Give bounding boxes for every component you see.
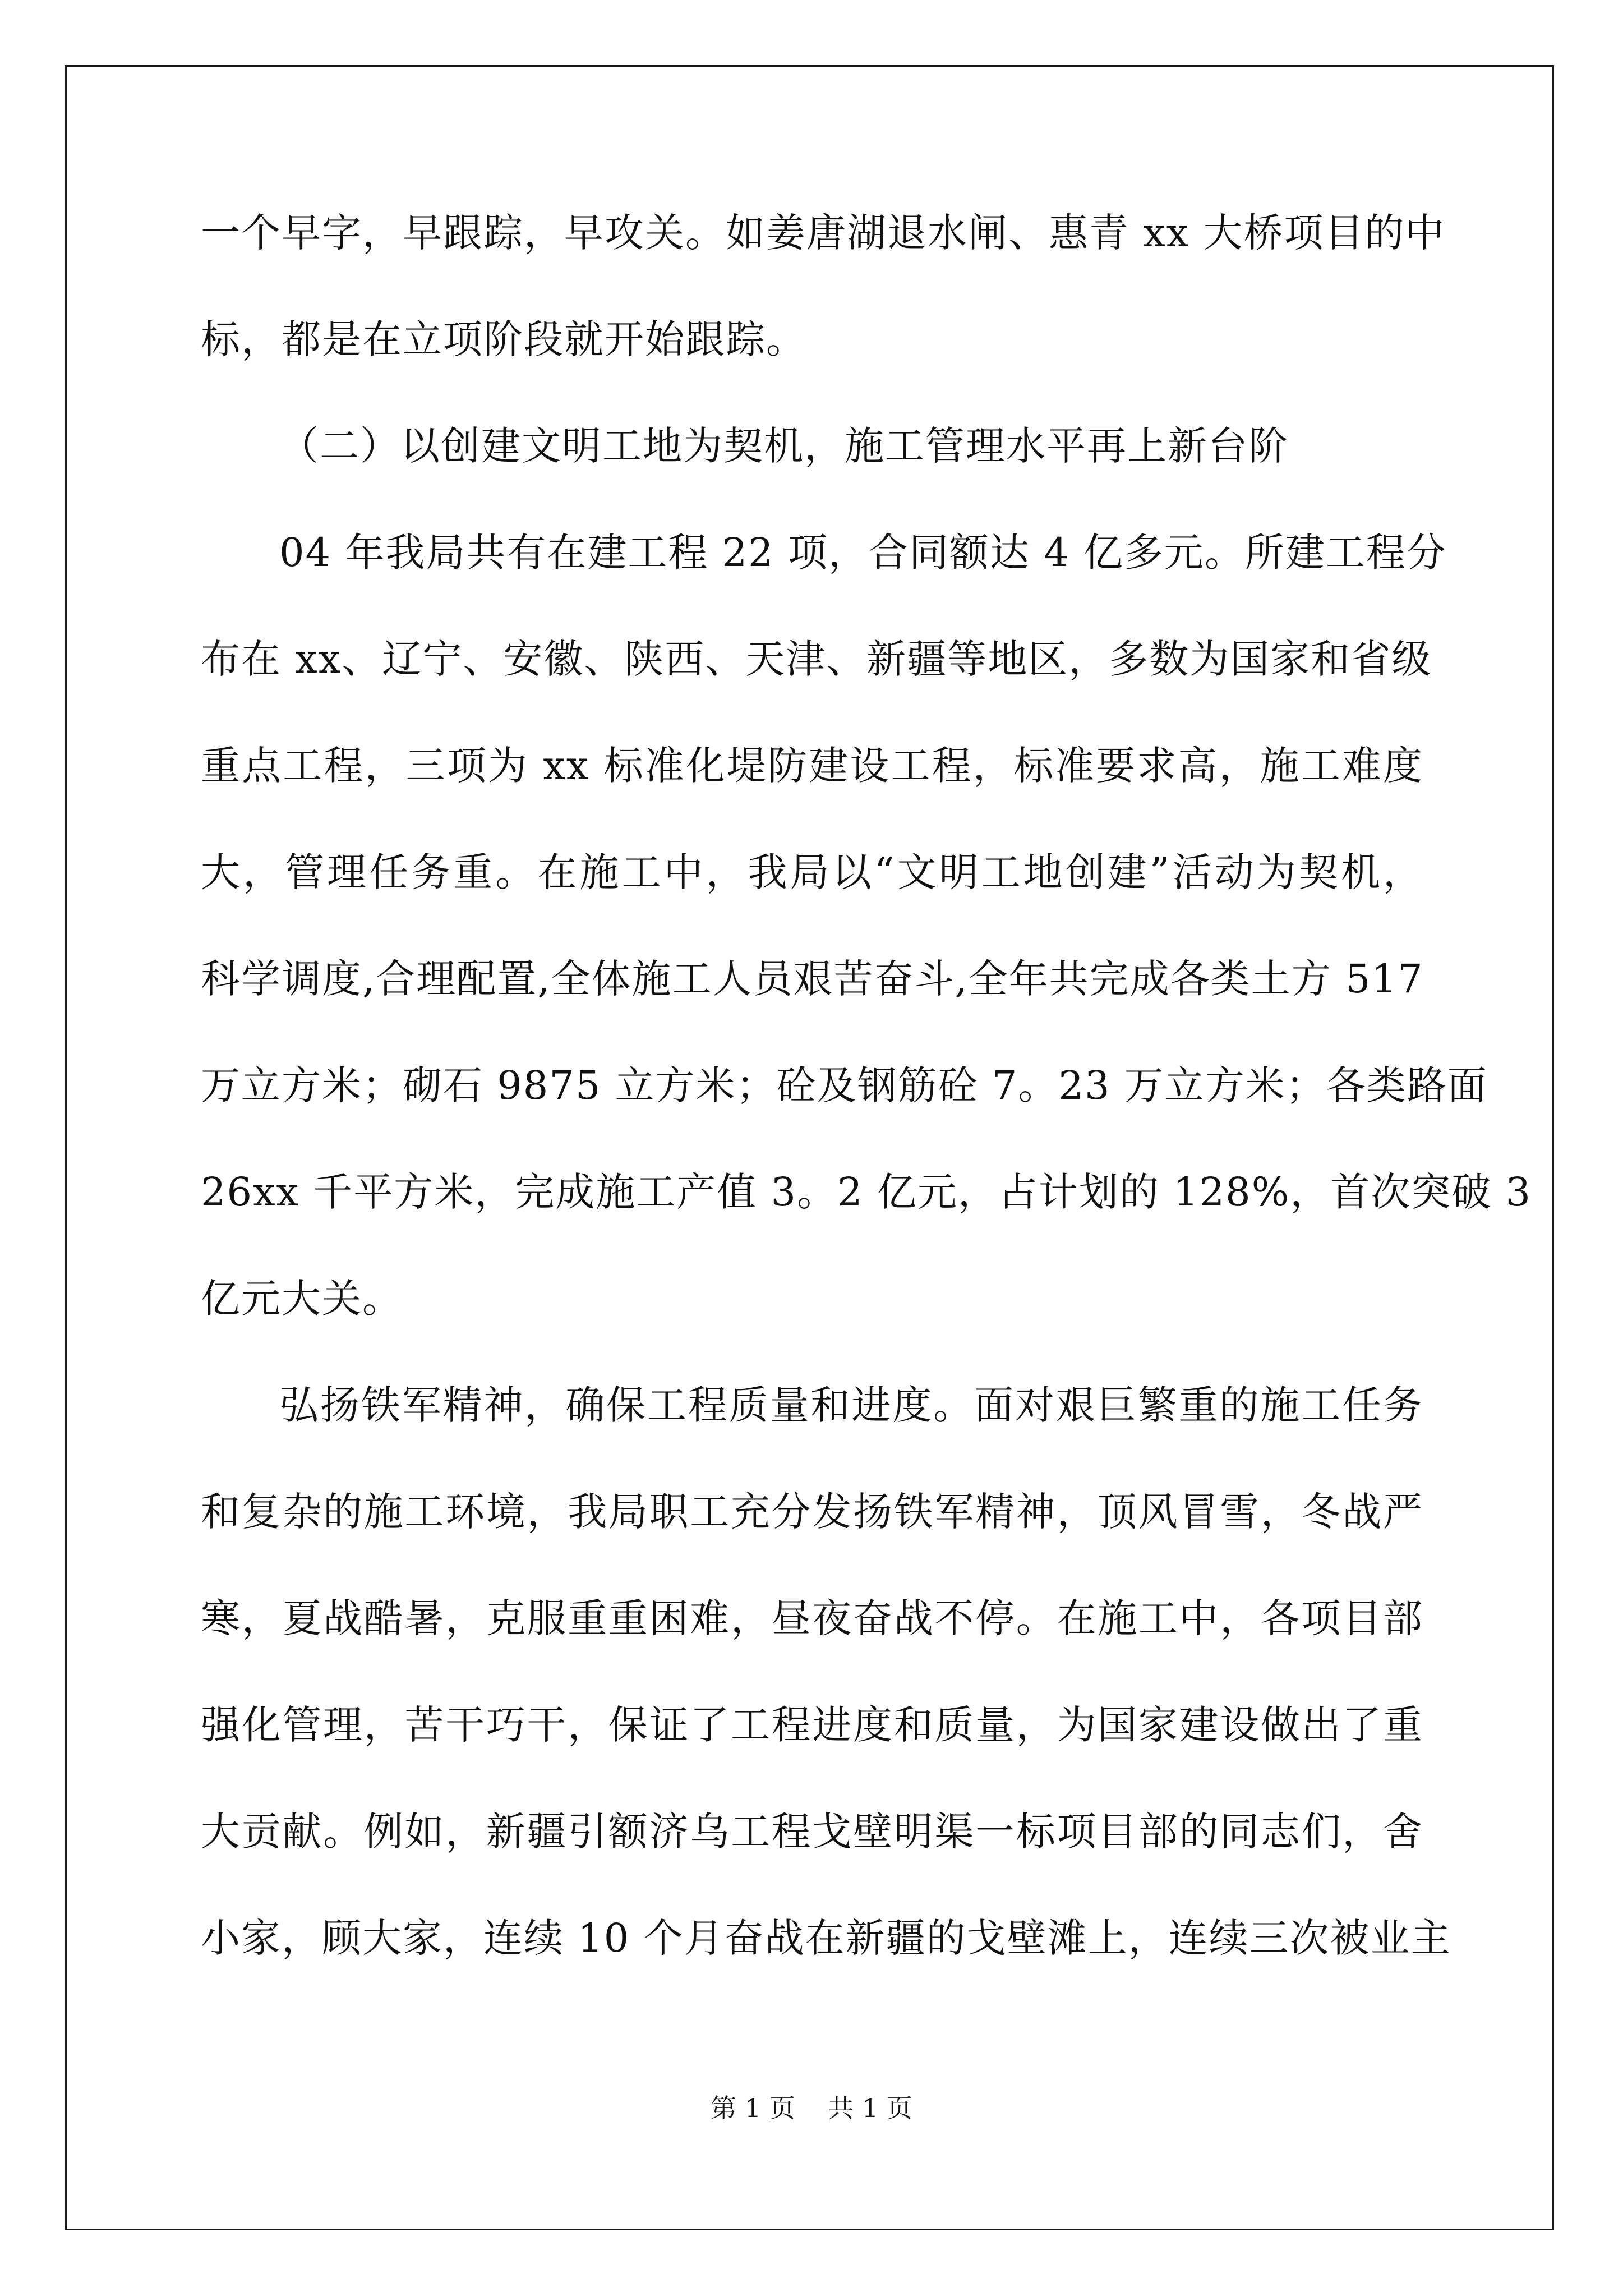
text-line: 万立方米；砌石 9875 立方米；砼及钢筋砼 7。23 万立方米；各类路面	[201, 1062, 1488, 1108]
page-border	[65, 65, 1554, 2230]
text-line: 04 年我局共有在建工程 22 项，合同额达 4 亿多元。所建工程分	[279, 530, 1447, 576]
section-heading: （二）以创建文明工地为契机，施工管理水平再上新台阶	[279, 423, 1289, 469]
text-line: 和复杂的施工环境，我局职工充分发扬铁军精神，顶风冒雪，冬战严	[201, 1489, 1423, 1535]
text-line: 布在 xx、辽宁、安徽、陕西、天津、新疆等地区，多数为国家和省级	[201, 636, 1432, 682]
text-line: 寒，夏战酷暑，克服重重困难，昼夜奋战不停。在施工中，各项目部	[201, 1595, 1423, 1641]
text-line: 标，都是在立项阶段就开始跟踪。	[201, 316, 806, 362]
text-line: 大贡献。例如，新疆引额济乌工程戈壁明渠一标项目部的同志们，舍	[201, 1809, 1423, 1855]
text-line: 一个早字，早跟踪，早攻关。如姜唐湖退水闸、惠青 xx 大桥项目的中	[201, 210, 1446, 256]
page-number: 第 1 页 共 1 页	[711, 2093, 912, 2123]
text-line: 重点工程，三项为 xx 标准化堤防建设工程，标准要求高，施工难度	[201, 743, 1423, 789]
text-line: 大，管理任务重。在施工中，我局以“文明工地创建”活动为契机，	[201, 849, 1423, 895]
text-line: 科学调度,合理配置,全体施工人员艰苦奋斗,全年共完成各类土方 517	[201, 956, 1424, 1002]
text-line: 亿元大关。	[201, 1276, 403, 1322]
text-line: 26xx 千平方米，完成施工产值 3。2 亿元，占计划的 128%，首次突破 3	[201, 1169, 1532, 1215]
text-line: 强化管理，苦干巧干，保证了工程进度和质量，为国家建设做出了重	[201, 1702, 1423, 1748]
text-line: 弘扬铁军精神，确保工程质量和进度。面对艰巨繁重的施工任务	[279, 1382, 1423, 1428]
text-line: 小家，顾大家，连续 10 个月奋战在新疆的戈壁滩上，连续三次被业主	[201, 1915, 1451, 1961]
